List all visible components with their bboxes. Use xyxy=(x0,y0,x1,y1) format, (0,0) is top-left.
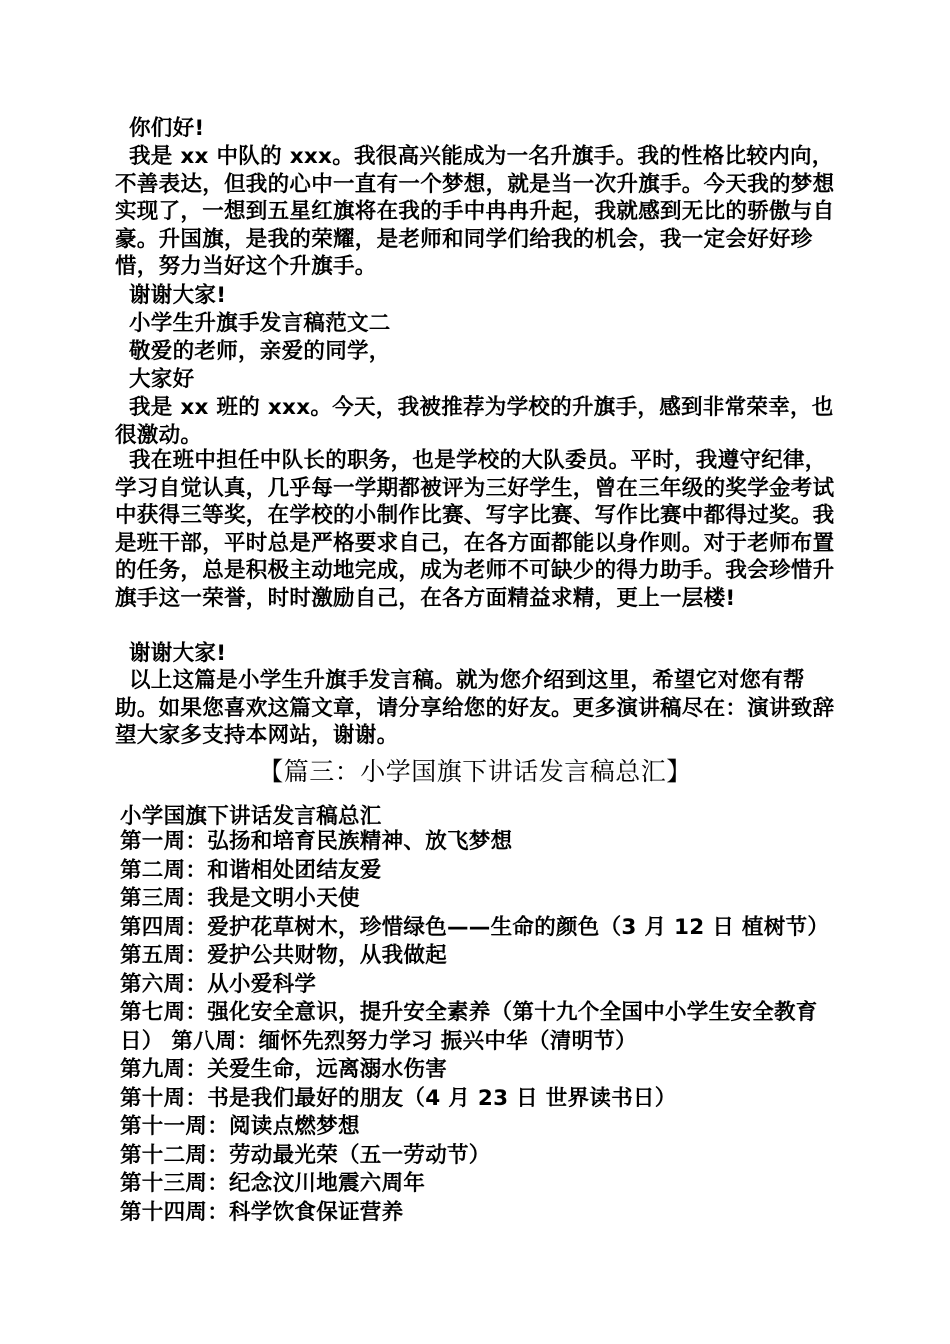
list-item: 第十一周：阅读点燃梦想 xyxy=(120,1114,360,1139)
list-item: 第三周：我是文明小天使 xyxy=(120,886,360,911)
list-item: 第九周：关爱生命，远离溺水伤害 xyxy=(120,1057,448,1082)
list-item: 第十二周：劳动最光荣（五一劳动节） xyxy=(120,1142,491,1168)
list-item: 第六周：从小爱科学 xyxy=(120,971,317,997)
list-item: 第四周：爱护花草树木，珍惜绿色——生命的颜色（3 月 12 日 植树节） 第五周：爱护公共财物，从我做起 xyxy=(120,914,830,968)
thanks-line-two: 谢谢大家! xyxy=(129,641,227,666)
section-heading: 【篇三：小学国旗下讲话发言稿总汇】 xyxy=(258,757,692,786)
speech-two-intro: 我是 xx 班的 xxx。今天，我被推荐为学校的升旗手，感到非常荣幸，也很激动。 xyxy=(115,395,834,448)
list-item: 第七周：强化安全意识，提升安全素养（第十九个全国中小学生安全教育日） 第八周：缅怀先烈努力学习 振兴中华（清明节） xyxy=(120,1000,818,1054)
list-item: 第二周：和谐相处团结友爱 xyxy=(120,857,382,883)
speech-two-title: 小学生升旗手发言稿范文二 xyxy=(129,311,391,336)
list-item: 第十四周：科学饮食保证营养 xyxy=(120,1199,404,1225)
thanks-line: 谢谢大家! xyxy=(129,283,227,308)
closing-paragraph: 以上这篇是小学生升旗手发言稿。就为您介绍到这里，希望它对您有帮助。如果您喜欢这篇文章，请分享给您的好友。更多演讲稿尽在：演讲致辞望大家多支持本网站，谢谢。 xyxy=(115,668,835,748)
summary-title: 小学国旗下讲话发言稿总汇 xyxy=(120,804,382,829)
greeting-line: 你们好! xyxy=(129,116,205,141)
weekly-topic-list xyxy=(120,828,840,1227)
speech-two-body: 我在班中担任中队长的职务，也是学校的大队委员。平时，我遵守纪律，学习自觉认真，几乎每一学期都被评为三好学生，曾在三年级的奖学金考试中获得三等奖，在学校的小制作比赛、写字比赛、写作比赛中都得过奖。我是班干部，平时总是严格要求自己，在各方面都能以身作则。对于老师布置的任务，总是积极主动地完成，成为老师不可缺少的得力助手。我会珍惜升旗手这一荣誉，时时激励自己，在各方面精益求精，更上一层楼! xyxy=(115,448,835,611)
speech-one-body: 我是 xx 中队的 xxx。我很高兴能成为一名升旗手。我的性格比较内向，不善表达，但我的心中一直有一个梦想，就是当一次升旗手。今天我的梦想实现了，一想到五星红旗将在我的手中冉冉升起，我就感到无比的骄傲与自豪。升国旗，是我的荣耀，是老师和同学们给我的机会，我一定会好好珍惜，努力当好这个升旗手。 xyxy=(115,144,835,279)
salutation-line: 敬爱的老师，亲爱的同学， xyxy=(129,339,391,364)
list-item: 第十三周：纪念汶川地震六周年 xyxy=(120,1171,426,1196)
greeting-line-two: 大家好 xyxy=(129,367,195,392)
list-item: 第十周：书是我们最好的朋友（4 月 23 日 世界读书日） xyxy=(120,1085,677,1111)
list-item: 第一周：弘扬和培育民族精神、放飞梦想 xyxy=(120,829,513,854)
